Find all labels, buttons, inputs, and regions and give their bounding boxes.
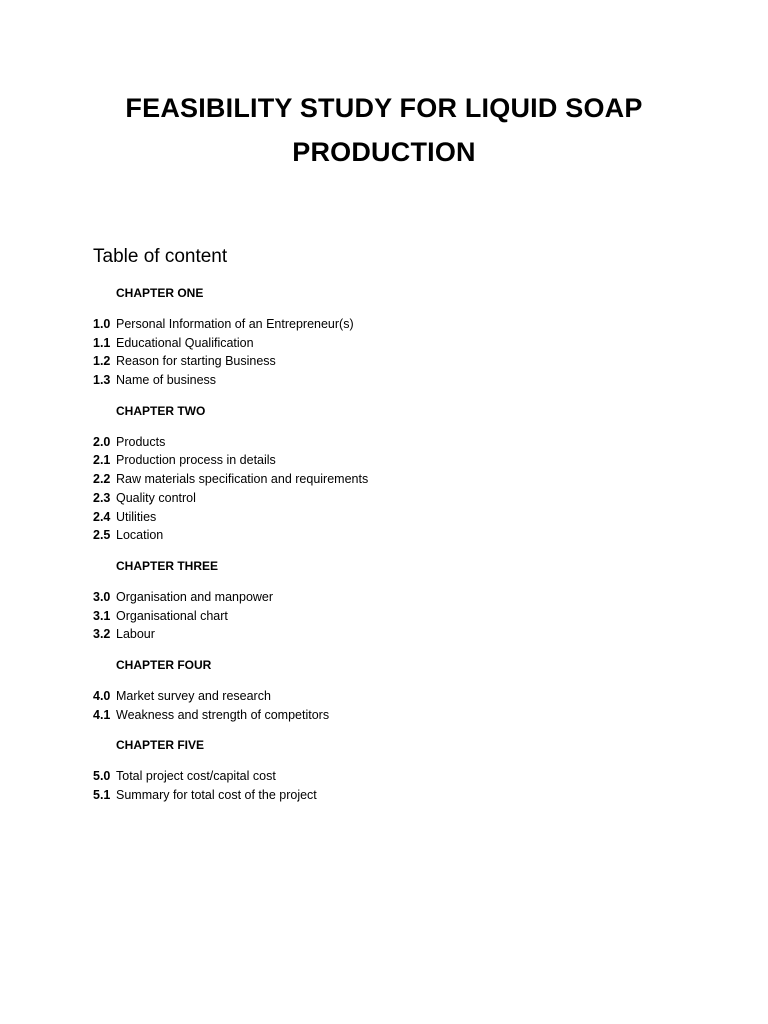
toc-heading: Table of content bbox=[93, 246, 228, 267]
toc-entry-text: Organisational chart bbox=[116, 608, 228, 623]
chapter-three-block bbox=[93, 557, 693, 644]
toc-entry bbox=[93, 489, 693, 508]
toc-entry-number: 5.0 bbox=[93, 769, 111, 784]
chapter-heading: CHAPTER TWO bbox=[116, 403, 206, 418]
toc-entry bbox=[93, 706, 693, 725]
toc-entry-number: 5.1 bbox=[93, 788, 111, 802]
chapter-two-block bbox=[93, 402, 693, 545]
toc-entry-text: Market survey and research bbox=[116, 688, 271, 703]
toc-entry-text: Products bbox=[116, 434, 166, 449]
toc-entry-number: 3.0 bbox=[93, 589, 111, 604]
toc-entry-text: Production process in details bbox=[116, 453, 276, 468]
toc-entry-number: 1.2 bbox=[93, 354, 111, 369]
toc-entry-text: Personal Information of an Entrepreneur(s) bbox=[116, 317, 354, 331]
toc-entry-number: 2.2 bbox=[93, 472, 111, 487]
chapter-entries bbox=[93, 315, 693, 390]
toc-entry-text: Reason for starting Business bbox=[116, 354, 276, 369]
document-title bbox=[0, 86, 768, 174]
toc-entry bbox=[93, 451, 693, 470]
toc-entry bbox=[93, 786, 693, 805]
chapter-heading: CHAPTER ONE bbox=[116, 286, 204, 300]
table-of-contents bbox=[93, 284, 693, 817]
toc-entry bbox=[93, 334, 693, 353]
toc-entry-number: 2.1 bbox=[93, 453, 111, 468]
document-title-line-1: FEASIBILITY STUDY FOR LIQUID SOAP bbox=[125, 93, 643, 123]
document-title-line-2: PRODUCTION bbox=[292, 137, 476, 167]
chapter-heading: CHAPTER THREE bbox=[116, 558, 219, 573]
toc-entry bbox=[93, 352, 693, 371]
toc-entry bbox=[93, 470, 693, 489]
chapter-entries bbox=[93, 767, 693, 804]
toc-entry-number: 3.1 bbox=[93, 608, 111, 623]
toc-entry-text: Summary for total cost of the project bbox=[116, 788, 317, 802]
toc-entry-text: Labour bbox=[116, 627, 155, 642]
toc-entry-text: Total project cost/capital cost bbox=[116, 769, 276, 784]
toc-entry bbox=[93, 607, 693, 626]
toc-entry bbox=[93, 588, 693, 607]
chapter-heading: CHAPTER FOUR bbox=[116, 657, 212, 672]
toc-entry bbox=[93, 687, 693, 706]
toc-entry-number: 1.1 bbox=[93, 335, 111, 350]
toc-entry-number: 2.0 bbox=[93, 434, 111, 449]
toc-entry bbox=[93, 433, 693, 452]
toc-entry-number: 4.1 bbox=[93, 707, 111, 722]
toc-entry-text: Name of business bbox=[116, 373, 217, 388]
toc-entry-number: 2.5 bbox=[93, 528, 111, 543]
toc-entry-number: 4.0 bbox=[93, 688, 111, 703]
toc-entry-number: 2.4 bbox=[93, 509, 111, 524]
toc-entry-text: Weakness and strength of competitors bbox=[116, 707, 330, 722]
toc-entry-number: 1.0 bbox=[93, 317, 111, 331]
toc-entry-number: 3.2 bbox=[93, 627, 111, 642]
toc-entry-text: Educational Qualification bbox=[116, 335, 254, 350]
chapter-entries bbox=[93, 433, 693, 545]
toc-entry bbox=[93, 508, 693, 527]
toc-entry-text: Utilities bbox=[116, 509, 157, 524]
toc-entry-text: Raw materials specification and requirements bbox=[116, 472, 369, 487]
toc-entry-number: 2.3 bbox=[93, 490, 111, 505]
toc-entry bbox=[93, 767, 693, 786]
toc-entry bbox=[93, 315, 693, 334]
toc-entry-text: Quality control bbox=[116, 490, 196, 505]
toc-entry-text: Organisation and manpower bbox=[116, 589, 274, 604]
toc-entry-text: Location bbox=[116, 528, 164, 543]
toc-entry-number: 1.3 bbox=[93, 373, 111, 388]
chapter-five-block bbox=[93, 736, 693, 804]
toc-entry bbox=[93, 526, 693, 545]
chapter-four-block bbox=[93, 656, 693, 724]
chapter-entries bbox=[93, 687, 693, 724]
chapter-one-block bbox=[93, 284, 693, 390]
chapter-entries bbox=[93, 588, 693, 644]
toc-entry bbox=[93, 371, 693, 390]
chapter-heading: CHAPTER FIVE bbox=[116, 738, 205, 753]
toc-entry bbox=[93, 625, 693, 644]
